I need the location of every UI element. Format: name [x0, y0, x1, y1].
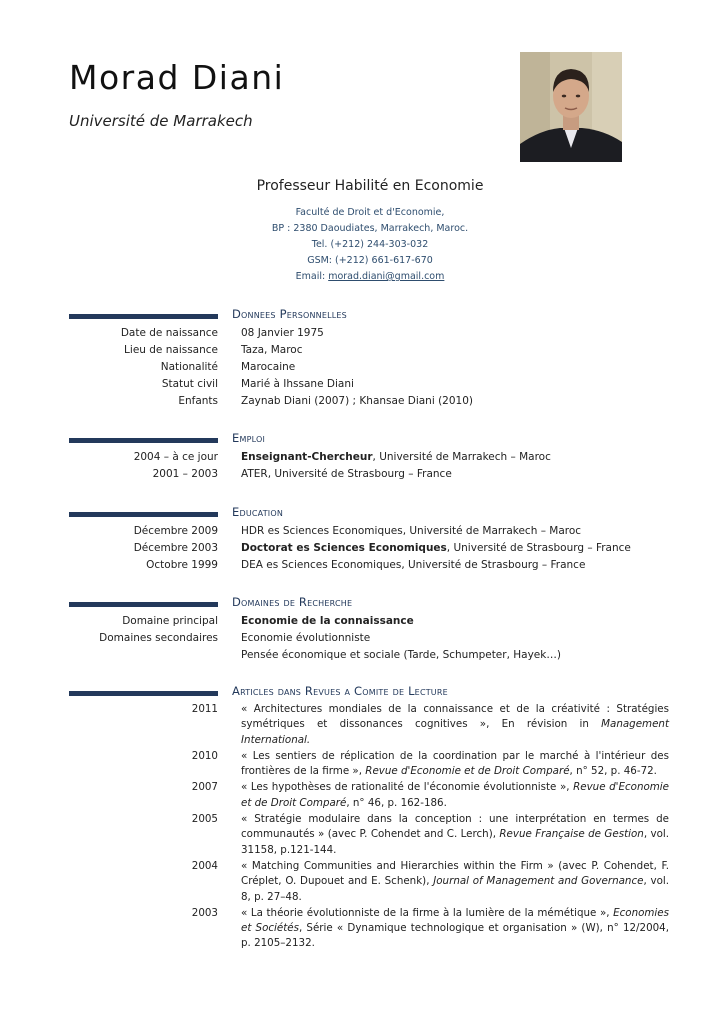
info-row [0, 393, 724, 410]
info-row [0, 647, 724, 664]
row-text: DEA es Sciences Economiques, Université de Strasbourg – France [241, 559, 586, 571]
article-journal: Revue Française de Gestion [499, 828, 644, 841]
profile-photo [520, 52, 622, 162]
article-citation [241, 859, 669, 905]
section-title: Domaines de Recherche [232, 595, 353, 609]
info-row [0, 466, 724, 483]
section-bar [69, 438, 218, 443]
info-row [0, 630, 724, 647]
article-entry [0, 780, 724, 811]
article-journal: Revue d'Economie et de Droit Comparé [241, 781, 669, 809]
section-personal [0, 307, 724, 410]
row-value [241, 613, 669, 630]
article-entry [0, 812, 724, 858]
row-label: Domaine principal [122, 615, 218, 627]
article-citation [241, 812, 669, 858]
article-journal: Management International. [241, 718, 669, 746]
row-label: 2004 – à ce jour [133, 451, 218, 463]
section-header [0, 595, 724, 613]
row-text: ATER, Université de Strasbourg – France [241, 468, 452, 480]
portrait-image [520, 52, 622, 162]
section-title: Education [232, 505, 284, 519]
row-label: Lieu de naissance [124, 344, 218, 356]
row-value [241, 523, 669, 540]
row-text: , Université de Marrakech – Maroc [372, 451, 551, 463]
row-text: Economie évolutionniste [241, 632, 371, 644]
article-details: , n° 52, p. 46-72. [569, 765, 657, 778]
article-details: , n° 46, p. 162-186. [346, 796, 447, 809]
article-entry [0, 702, 724, 748]
row-highlight: Enseignant-Chercheur [241, 451, 373, 463]
row-label: Statut civil [161, 378, 218, 390]
address-line-1: Faculté de Droit et d'Economie, [295, 207, 445, 218]
section-bar [69, 314, 218, 319]
mobile-phone: GSM: (+212) 661-617-670 [307, 255, 433, 266]
row-value: Zaynab Diani (2007) ; Khansae Diani (2010) [241, 395, 473, 407]
article-entry [0, 749, 724, 780]
article-year: 2005 [191, 813, 218, 826]
phone: Tel. (+212) 244-303-032 [311, 239, 429, 250]
section-recherche [0, 595, 724, 664]
section-title: Articles dans Revues a Comite de Lecture [232, 684, 448, 698]
row-value [241, 630, 669, 647]
row-value [241, 540, 669, 557]
article-year: 2004 [191, 859, 218, 872]
info-row [0, 342, 724, 359]
row-label: 2001 – 2003 [152, 468, 218, 480]
article-journal: Journal of Management and Governance [433, 875, 644, 888]
row-label: Décembre 2003 [133, 542, 218, 554]
info-row [0, 540, 724, 557]
section-education [0, 505, 724, 574]
section-articles [0, 684, 724, 952]
info-row [0, 449, 724, 466]
article-journal: Economies et Sociétés [241, 906, 669, 935]
row-text: Pensée économique et sociale (Tarde, Schumpeter, Hayek…) [241, 649, 561, 661]
info-row [0, 523, 724, 540]
article-text: « Stratégie modulaire dans la conception : une interprétation en termes de communautés » (avec P. Cohendet and C. Lerch), [241, 813, 669, 841]
article-citation [241, 780, 669, 811]
article-entry [0, 906, 724, 952]
row-label: Octobre 1999 [146, 559, 218, 571]
info-row [0, 359, 724, 376]
article-text: « Architectures mondiales de la connaissance et de la créativité : Stratégies symétriques et dissonances cognitives », En révision in [241, 703, 669, 731]
email-label: Email: [295, 271, 329, 282]
row-text: HDR es Sciences Economiques, Université de Marrakech – Maroc [241, 525, 582, 537]
section-bar [69, 602, 218, 607]
job-title: Professeur Habilité en Economie [256, 178, 484, 194]
article-details: , vol. 8, p. 27–48. [241, 875, 670, 903]
row-value [241, 466, 669, 483]
article-entry [0, 859, 724, 905]
article-details: , vol. 31158, p.121-144. [241, 828, 670, 856]
info-row [0, 613, 724, 630]
row-highlight: Doctorat es Sciences Economiques [241, 542, 447, 554]
row-label: Domaines secondaires [99, 632, 218, 644]
section-bar [69, 512, 218, 517]
section-emploi [0, 431, 724, 483]
article-year: 2010 [191, 749, 218, 762]
article-citation [241, 906, 669, 952]
row-label: Enfants [178, 395, 218, 407]
person-name: Morad Diani [69, 58, 285, 97]
article-year: 2011 [191, 703, 218, 715]
row-label: Date de naissance [120, 327, 218, 339]
section-header [0, 505, 724, 523]
row-value [241, 557, 669, 574]
section-header [0, 431, 724, 449]
article-journal: Revue d'Economie et de Droit Comparé [365, 765, 570, 778]
info-row [0, 325, 724, 342]
row-label: Décembre 2009 [133, 525, 218, 537]
article-citation [241, 702, 669, 748]
article-details: , Série « Dynamique technologique et organisation » (W), n° 12/2004, p. 2105–2132. [241, 922, 669, 950]
article-text: « Les sentiers de réplication de la coordination par le marché à l'intérieur des frontières de la firme », [241, 749, 669, 778]
affiliation: Université de Marrakech [69, 112, 253, 130]
email-line [150, 269, 590, 285]
address-line-2: BP : 2380 Daoudiates, Marrakech, Maroc. [271, 223, 469, 234]
article-year: 2003 [191, 906, 218, 919]
article-text: « Les hypothèses de rationalité de l'économie évolutionniste », [241, 781, 574, 794]
section-title: Emploi [232, 431, 266, 445]
contact-block [150, 178, 590, 285]
email-link[interactable]: morad.diani@gmail.com [328, 271, 445, 282]
row-label: Nationalité [160, 361, 218, 373]
article-text: « La théorie évolutionniste de la firme à la lumière de la mémétique », [241, 906, 614, 919]
row-value: Marocaine [241, 361, 296, 373]
section-header [0, 307, 724, 325]
info-row [0, 376, 724, 393]
article-year: 2007 [191, 781, 218, 794]
article-text: « Matching Communities and Hierarchies within the Firm » (avec P. Cohendet, F. Créplet, O. Dupouet and E. Schenk), [241, 859, 669, 888]
row-value: Marié à Ihssane Diani [241, 378, 354, 390]
row-value: 08 Janvier 1975 [241, 327, 324, 339]
section-header [0, 684, 724, 702]
row-text: , Université de Strasbourg – France [446, 542, 631, 554]
row-value [241, 449, 669, 466]
row-highlight: Economie de la connaissance [241, 615, 414, 627]
section-bar [69, 691, 218, 696]
info-row [0, 557, 724, 574]
row-value: Taza, Maroc [241, 344, 303, 356]
row-value [241, 647, 669, 664]
section-title: Donnees Personnelles [232, 307, 347, 321]
article-citation [241, 749, 669, 780]
